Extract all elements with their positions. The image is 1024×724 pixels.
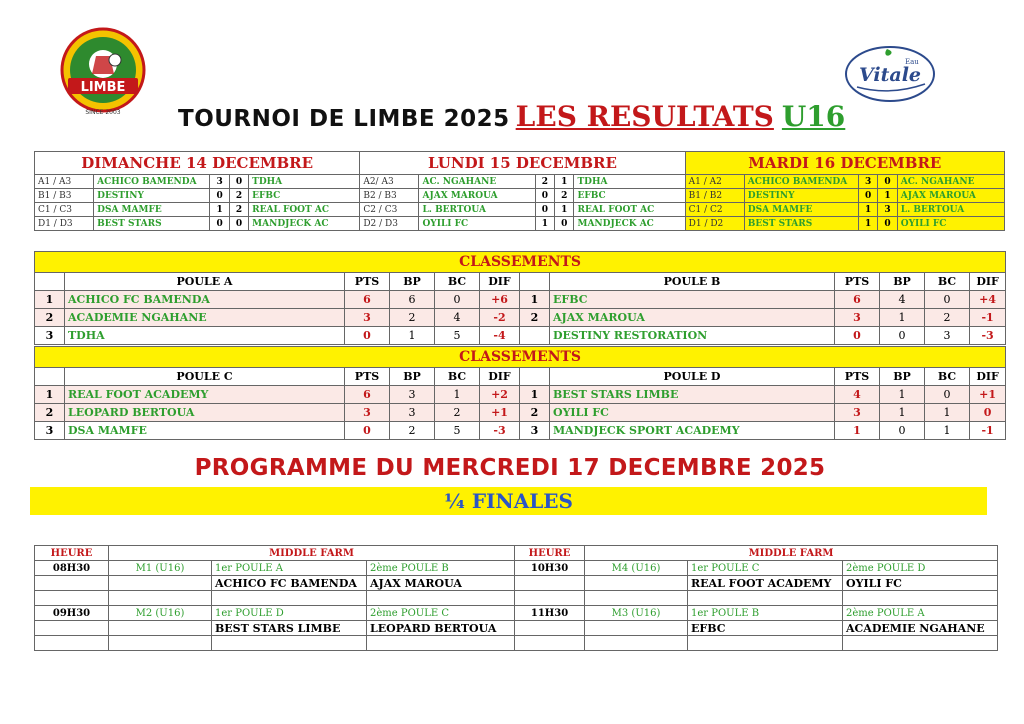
programme-title: PROGRAMME DU MERCREDI 17 DECEMBRE 2025 [194,455,826,481]
col-pts: PTS [345,368,390,386]
team-name: TDHA [65,327,345,345]
team-name: ACHICO FC BAMENDA [65,291,345,309]
slot-1: 1er POULE D [212,606,367,621]
goals-against: 0 [925,291,970,309]
results-row [35,175,1005,189]
goal-diff: -3 [480,422,520,440]
schedule-row [35,621,998,636]
points: 6 [835,291,880,309]
slot-1: 1er POULE C [688,561,843,576]
quarter-finals-band [30,487,987,515]
away-score: 1 [878,189,897,203]
home-score: 1 [859,217,878,231]
goals-for: 2 [390,422,435,440]
points: 3 [345,404,390,422]
match-code: B1 / B3 [35,189,94,203]
away-score: 2 [229,189,248,203]
standings-band: CLASSEMENTS [35,252,1006,273]
rank: 2 [35,309,65,327]
points: 3 [835,404,880,422]
col-pts: PTS [835,368,880,386]
quarter-finals-schedule [34,545,998,651]
match-time: 11H30 [515,606,585,621]
points: 1 [835,422,880,440]
team-name: OYILI FC [550,404,835,422]
match-time: 09H30 [35,606,109,621]
home-team: L. BERTOUA [419,203,535,217]
points: 3 [835,309,880,327]
goal-diff: +2 [480,386,520,404]
home-score: 1 [210,203,229,217]
goal-diff: +1 [970,386,1006,404]
match-code: C1 / C2 [685,203,744,217]
slot-1: 1er POULE A [212,561,367,576]
team-name: DSA MAMFE [65,422,345,440]
svg-text:SINCE 2003: SINCE 2003 [85,109,121,116]
results-table [34,151,1005,231]
pool-title: POULE B [550,273,835,291]
schedule-spacer [35,591,998,606]
home-score: 3 [210,175,229,189]
home-team: DESTINY [94,189,210,203]
away-team: AJAX MAROUA [897,189,1004,203]
goal-diff: -1 [970,422,1006,440]
rank: 3 [35,327,65,345]
day-header: LUNDI 15 DECEMBRE [360,152,685,175]
team-1: REAL FOOT ACADEMY [688,576,843,591]
slot-2: 2ème POULE C [367,606,515,621]
away-score: 0 [229,217,248,231]
match-code: M2 (U16) [109,606,212,621]
goals-against: 5 [435,327,480,345]
goal-diff: +4 [970,291,1006,309]
away-team: REAL FOOT AC [574,203,685,217]
goal-diff: -4 [480,327,520,345]
standings-header-row [35,368,1006,386]
goals-against: 0 [435,291,480,309]
home-team: DESTINY [744,189,858,203]
rank: 1 [520,291,550,309]
goals-against: 3 [925,327,970,345]
col-dif: DIF [480,273,520,291]
home-team: AJAX MAROUA [419,189,535,203]
standings-row [35,309,1006,327]
goals-for: 3 [390,386,435,404]
home-score: 0 [535,189,554,203]
goals-against: 2 [925,309,970,327]
away-team: L. BERTOUA [897,203,1004,217]
col-bp: BP [390,273,435,291]
title-category: U16 [781,100,846,133]
team-2: OYILI FC [843,576,998,591]
goals-for: 1 [390,327,435,345]
away-score: 0 [878,217,897,231]
match-code: M4 (U16) [585,561,688,576]
slot-2: 2ème POULE A [843,606,998,621]
team-name: ACADEMIE NGAHANE [65,309,345,327]
col-dif: DIF [480,368,520,386]
away-score: 0 [229,175,248,189]
home-score: 0 [210,217,229,231]
title-results: LES RESULTATS [515,100,774,133]
rank: 2 [520,404,550,422]
match-code: M1 (U16) [109,561,212,576]
goal-diff: -2 [480,309,520,327]
home-score: 2 [535,175,554,189]
col-bc: BC [435,273,480,291]
home-score: 0 [535,203,554,217]
rank: 1 [35,386,65,404]
goals-against: 5 [435,422,480,440]
quarter-finals-label: ¼ FINALES [444,489,573,513]
goals-for: 4 [880,291,925,309]
away-score: 2 [555,189,574,203]
match-code: A1 / A2 [685,175,744,189]
col-bp: BP [880,368,925,386]
standings-row [35,386,1006,404]
match-code: M3 (U16) [585,606,688,621]
results-row [35,189,1005,203]
col-bc: BC [925,368,970,386]
match-code: B2 / B3 [360,189,419,203]
team-1: BEST STARS LIMBE [212,621,367,636]
away-team: AC. NGAHANE [897,175,1004,189]
limbe-tournament-logo [58,26,148,118]
away-team: MANDJECK AC [249,217,360,231]
points: 6 [345,386,390,404]
col-time: HEURE [515,546,585,561]
points: 0 [345,422,390,440]
schedule-row [35,576,998,591]
away-team: OYILI FC [897,217,1004,231]
standings-row [35,327,1006,345]
col-pts: PTS [835,273,880,291]
standings-row [35,404,1006,422]
home-score: 1 [859,203,878,217]
goals-for: 1 [880,386,925,404]
away-team: MANDJECK AC [574,217,685,231]
away-score: 0 [555,217,574,231]
match-code: C2 / C3 [360,203,419,217]
team-name: BEST STARS LIMBE [550,386,835,404]
goal-diff: +6 [480,291,520,309]
match-code: C1 / C3 [35,203,94,217]
away-team: EFBC [249,189,360,203]
away-score: 2 [229,203,248,217]
rank: 3 [35,422,65,440]
team-name: AJAX MAROUA [550,309,835,327]
goals-against: 1 [925,422,970,440]
schedule-row [35,561,998,576]
team-name: MANDJECK SPORT ACADEMY [550,422,835,440]
goals-for: 6 [390,291,435,309]
slot-1: 1er POULE B [688,606,843,621]
col-time: HEURE [35,546,109,561]
pool-title: POULE C [65,368,345,386]
results-row [35,203,1005,217]
goal-diff: -1 [970,309,1006,327]
pool-title: POULE D [550,368,835,386]
goals-against: 4 [435,309,480,327]
rank [520,327,550,345]
home-score: 1 [535,217,554,231]
col-pts: PTS [345,273,390,291]
home-team: DSA MAMFE [744,203,858,217]
venue-header: MIDDLE FARM [585,546,998,561]
standings-table-cd [34,346,1006,440]
standings-row [35,291,1006,309]
col-bc: BC [925,273,970,291]
day-header: DIMANCHE 14 DECEMBRE [35,152,360,175]
title-tournament: TOURNOI DE LIMBE 2025 [178,106,510,132]
rank: 1 [35,291,65,309]
match-time: 08H30 [35,561,109,576]
goal-diff: +1 [480,404,520,422]
venue-header: MIDDLE FARM [109,546,515,561]
goals-against: 1 [925,404,970,422]
away-team: REAL FOOT AC [249,203,360,217]
away-team: TDHA [574,175,685,189]
points: 0 [835,327,880,345]
rank: 2 [35,404,65,422]
slot-2: 2ème POULE D [843,561,998,576]
goals-for: 2 [390,309,435,327]
standings-row [35,422,1006,440]
schedule-row [35,606,998,621]
away-score: 3 [878,203,897,217]
standings-band: CLASSEMENTS [35,347,1006,368]
rank: 2 [520,309,550,327]
svg-text:Eau: Eau [905,58,919,66]
rank: 1 [520,386,550,404]
match-code: D1 / D2 [685,217,744,231]
team-name: DESTINY RESTORATION [550,327,835,345]
match-code: B1 / B2 [685,189,744,203]
team-1: ACHICO FC BAMENDA [212,576,367,591]
away-score: 0 [878,175,897,189]
goals-for: 0 [880,422,925,440]
goals-for: 1 [880,404,925,422]
goals-for: 3 [390,404,435,422]
results-row [35,217,1005,231]
goals-for: 1 [880,309,925,327]
goals-for: 0 [880,327,925,345]
team-name: LEOPARD BERTOUA [65,404,345,422]
home-team: BEST STARS [744,217,858,231]
match-code: D2 / D3 [360,217,419,231]
team-2: ACADEMIE NGAHANE [843,621,998,636]
goal-diff: 0 [970,404,1006,422]
col-bp: BP [880,273,925,291]
points: 3 [345,309,390,327]
goals-against: 0 [925,386,970,404]
points: 6 [345,291,390,309]
match-code: D1 / D3 [35,217,94,231]
home-team: BEST STARS [94,217,210,231]
standings-header-row [35,273,1006,291]
home-team: ACHICO BAMENDA [94,175,210,189]
col-bc: BC [435,368,480,386]
match-time: 10H30 [515,561,585,576]
rank: 3 [520,422,550,440]
match-code: A1 / A3 [35,175,94,189]
slot-2: 2ème POULE B [367,561,515,576]
points: 0 [345,327,390,345]
day-header: MARDI 16 DECEMBRE [685,152,1004,175]
goal-diff: -3 [970,327,1006,345]
team-name: EFBC [550,291,835,309]
away-score: 1 [555,203,574,217]
home-team: AC. NGAHANE [419,175,535,189]
away-score: 1 [555,175,574,189]
team-1: EFBC [688,621,843,636]
col-dif: DIF [970,273,1006,291]
goals-against: 1 [435,386,480,404]
svg-text:LIMBE: LIMBE [80,80,126,95]
schedule-spacer [35,636,998,651]
col-dif: DIF [970,368,1006,386]
home-score: 0 [210,189,229,203]
vitale-sponsor-logo [843,44,937,104]
col-bp: BP [390,368,435,386]
pool-title: POULE A [65,273,345,291]
team-2: AJAX MAROUA [367,576,515,591]
goals-against: 2 [435,404,480,422]
team-2: LEOPARD BERTOUA [367,621,515,636]
home-team: OYILI FC [419,217,535,231]
home-team: DSA MAMFE [94,203,210,217]
away-team: EFBC [574,189,685,203]
home-team: ACHICO BAMENDA [744,175,858,189]
home-score: 0 [859,189,878,203]
home-score: 3 [859,175,878,189]
page-title [178,100,858,134]
away-team: TDHA [249,175,360,189]
team-name: REAL FOOT ACADEMY [65,386,345,404]
match-code: A2/ A3 [360,175,419,189]
points: 4 [835,386,880,404]
svg-text:Vitale: Vitale [858,64,922,86]
standings-table-ab [34,251,1006,345]
schedule-header-row [35,546,998,561]
